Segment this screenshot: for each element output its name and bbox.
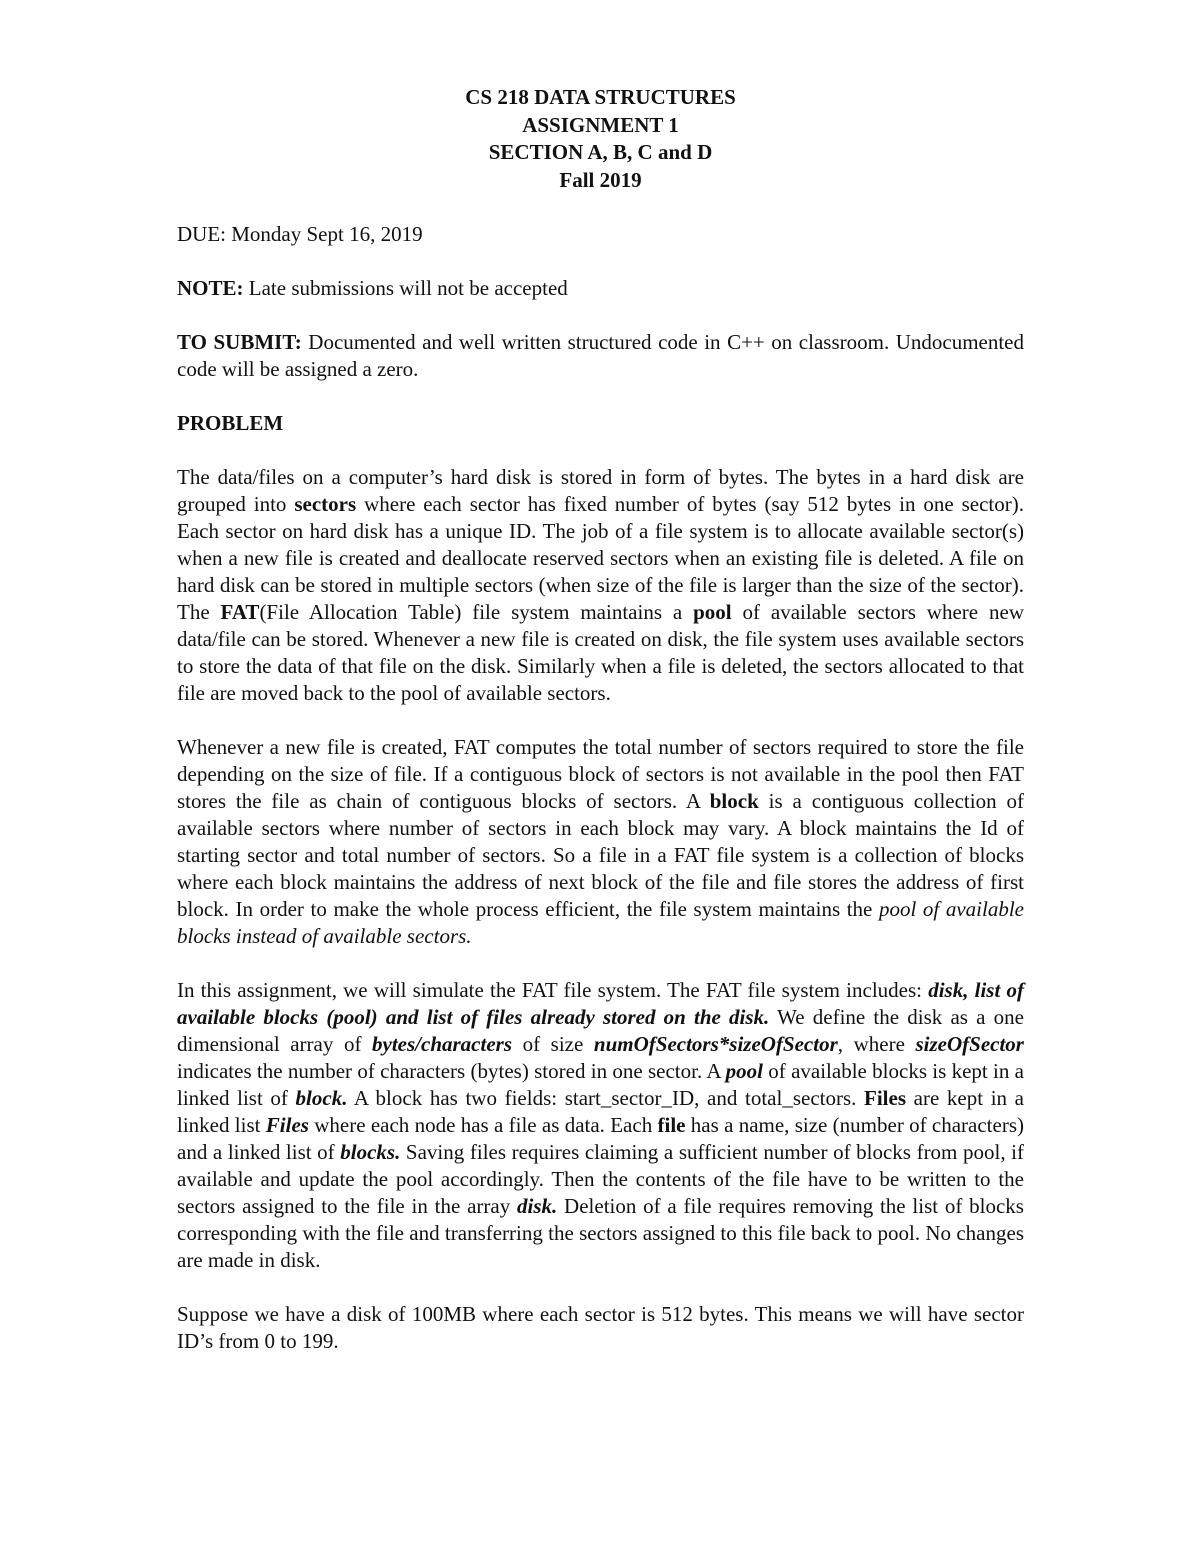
- p2-text-2: is a contiguous collection of available sectors where number of sectors in each block may vary. A block maintains the Id of starting sector and total number of sectors. So a file in a FAT file system is a collection of blocks where each block maintains the address of next block of the file and file stores the address of first block. In order to make the whole process efficient, the file system maintains the: [177, 789, 1024, 921]
- p3-text-9: where each node has a file as data. Each: [308, 1113, 658, 1137]
- p3-bi-numofsectors: numOfSectors*sizeOfSector: [593, 1032, 838, 1056]
- p3-bi-block: block.: [295, 1086, 348, 1110]
- p3-bi-pool: pool: [725, 1059, 763, 1083]
- course-title: CS 218 DATA STRUCTURES: [465, 85, 736, 109]
- p3-bold-files: Files: [864, 1086, 907, 1110]
- p2-bold-block: block: [709, 789, 759, 813]
- paragraph-1: [177, 464, 1024, 707]
- p1-text-2: where each sector has fixed number of bytes (say 512 bytes in one sector). Each sector on hard disk has a unique ID. The job of a file system is to allocate available sector(s) when a new file is created and deallocate reserved sectors when an existing file is deleted. A file on hard disk can be stored in multiple sectors (when size of the file is larger than the size of the sector). The: [177, 492, 1024, 624]
- p1-bold-pool: pool: [693, 600, 732, 624]
- p3-text-3: of size: [512, 1032, 594, 1056]
- p3-bi-files: Files: [265, 1113, 309, 1137]
- p3-bi-blocks: blocks.: [340, 1140, 401, 1164]
- p3-bi-sizeofsector: sizeOfSector: [915, 1032, 1024, 1056]
- assignment-title: ASSIGNMENT 1: [522, 112, 679, 137]
- p1-bold-sectors: sectors: [294, 492, 357, 516]
- p3-text-11: Saving files requires claiming a sufficient number of blocks from pool, if available and update the pool accordingly. Then the contents of the file have to be written to the sectors assigned to the file in the array: [177, 1140, 1024, 1218]
- p3-text-10: has a name, size (number of characters) and a linked list of: [177, 1113, 1024, 1164]
- due-line: [177, 221, 1024, 248]
- p3-text-2: We define the disk as a one dimensional array of: [177, 1005, 1024, 1056]
- problem-heading: PROBLEM: [177, 411, 284, 435]
- due-label: DUE:: [177, 222, 226, 246]
- p3-text-7: A block has two fields: start_sector_ID, and total_sectors.: [347, 1086, 865, 1110]
- p1-text-1: The data/files on a computer’s hard disk is stored in form of bytes. The bytes in a hard disk are grouped into: [177, 465, 1024, 516]
- submit-paragraph: [177, 329, 1024, 383]
- p3-text-4: , where: [837, 1032, 916, 1056]
- section-title: SECTION A, B, C and D: [488, 140, 713, 164]
- term-title: Fall 2019: [559, 167, 642, 192]
- p1-text-3: (File Allocation Table) file system maintains a: [259, 600, 694, 624]
- p3-text-1: In this assignment, we will simulate the FAT file system. The FAT file system includes:: [177, 978, 929, 1002]
- note-line: [177, 275, 1024, 302]
- p3-text-12: Deletion of a file requires removing the list of blocks corresponding with the file and transferring the sectors assigned to this file back to pool. No changes are made in disk.: [177, 1194, 1024, 1272]
- submit-value: Documented and well written structured code in C++ on classroom. Undocumented code will be assigned a zero.: [177, 330, 1025, 381]
- p3-bi-disk: disk.: [517, 1194, 558, 1218]
- p4-text-1: Suppose we have a disk of 100MB where each sector is 512 bytes. This means we will have sector ID’s from 0 to 199.: [177, 1302, 1024, 1353]
- note-value: Late submissions will not be accepted: [248, 276, 568, 300]
- paragraph-2: [177, 734, 1024, 950]
- p1-text-4: of available sectors where new data/file can be stored. Whenever a new file is created on disk, the file system uses available sectors to store the data of that file on the disk. Similarly when a file is deleted, the sectors allocated to that file are moved back to the pool of available sectors.: [177, 600, 1024, 705]
- due-value: Monday Sept 16, 2019: [231, 222, 423, 246]
- p3-bold-file: file: [657, 1113, 686, 1137]
- p3-text-5: indicates the number of characters (bytes) stored in one sector. A: [177, 1059, 726, 1083]
- submit-label: TO SUBMIT:: [177, 330, 302, 354]
- paragraph-4: [177, 1301, 1024, 1355]
- p2-text-1: Whenever a new file is created, FAT computes the total number of sectors required to store the file depending on the size of file. If a contiguous block of sectors is not available in the pool then FAT stores the file as chain of contiguous blocks of sectors. A: [177, 735, 1024, 813]
- document-content: [177, 84, 1024, 1355]
- p3-bi-disk-list: disk, list of available blocks (pool) and list of files already stored on the disk.: [177, 978, 1024, 1029]
- p3-text-6: of available blocks is kept in a linked list of: [177, 1059, 1024, 1110]
- p2-italic-pool: pool of available blocks instead of available sectors.: [177, 897, 1024, 948]
- note-label: NOTE:: [177, 276, 244, 300]
- paragraph-3: [177, 977, 1024, 1274]
- p1-bold-fat: FAT: [220, 600, 260, 624]
- p3-bi-bytes: bytes/characters: [372, 1032, 513, 1056]
- p3-text-8: are kept in a linked list: [177, 1086, 1024, 1137]
